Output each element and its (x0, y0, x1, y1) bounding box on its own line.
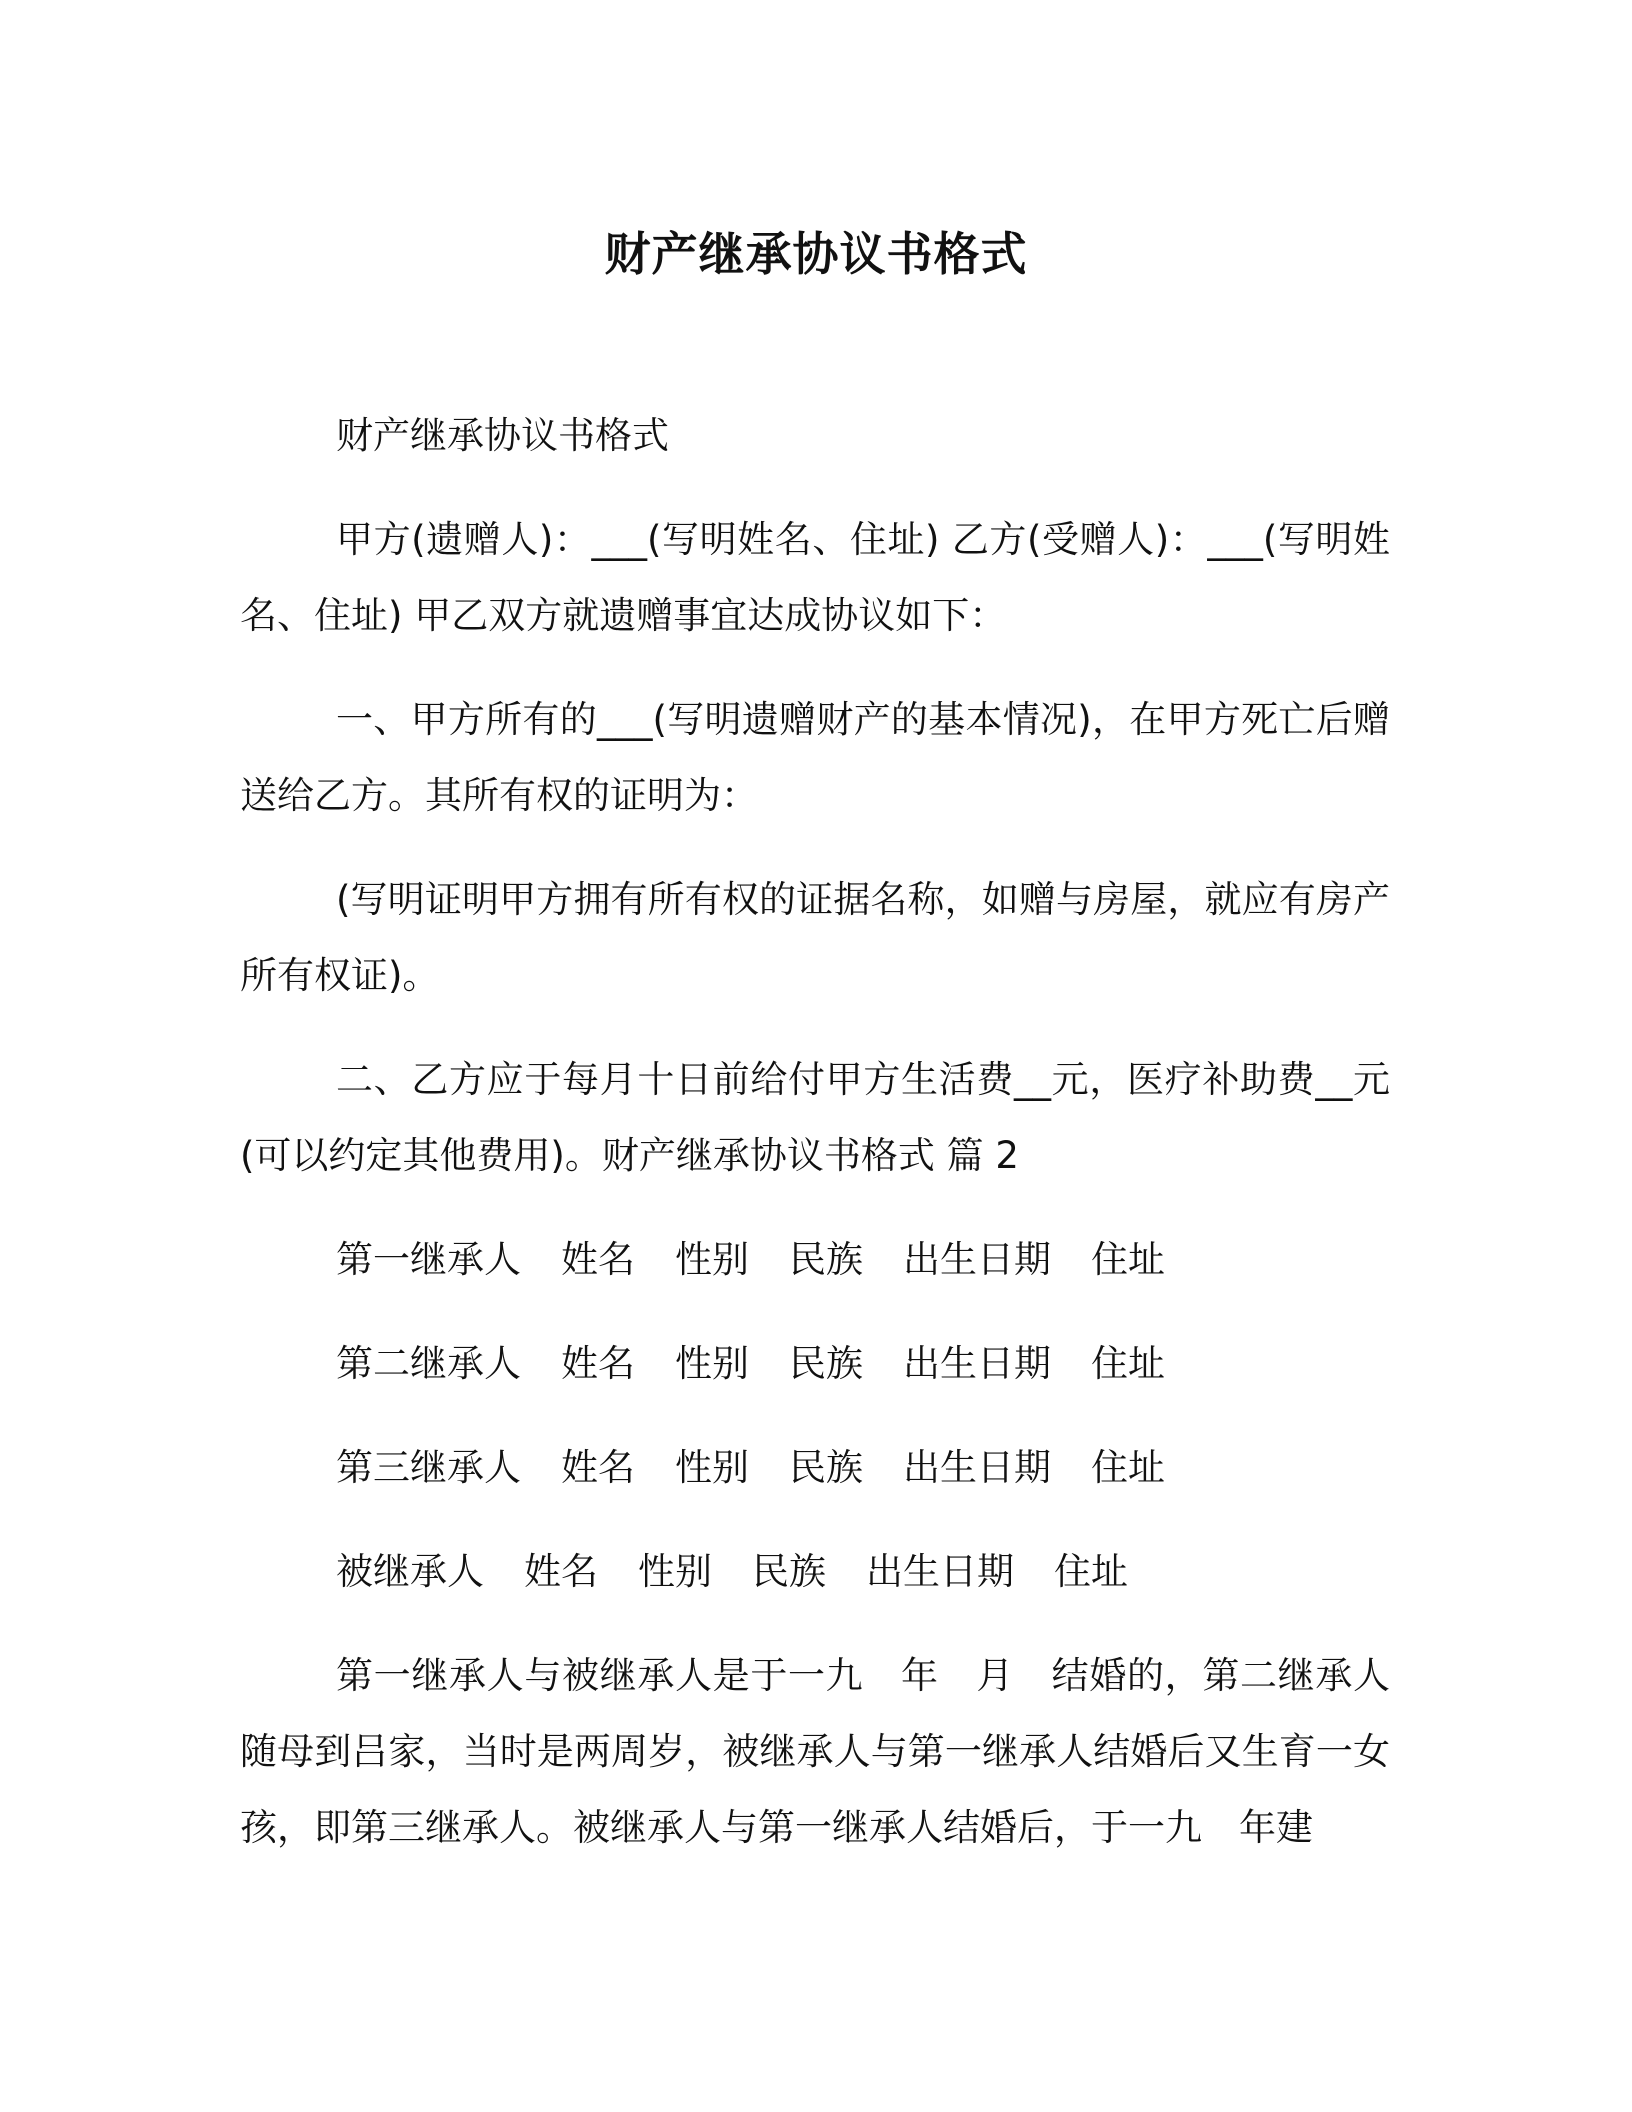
paragraph-marriage-history: 第一继承人与被继承人是于一九 年 月 结婚的，第二继承人随母到吕家，当时是两周岁，被继承人与第一继承人结婚后又生育一女孩，即第三继承人。被继承人与第一继承人结婚后，于一九 年建 (240, 1654, 1390, 1849)
field-gender: 性别 (638, 1550, 712, 1593)
field-ethnicity: 民族 (752, 1550, 826, 1593)
field-address: 住址 (1091, 1446, 1165, 1489)
field-birthdate: 出生日期 (903, 1446, 1051, 1489)
field-gender: 性别 (675, 1342, 749, 1385)
paragraph-parties: 甲方(遗赠人)：___(写明姓名、住址) 乙方(受赠人)：___(写明姓名、住址) 甲乙双方就遗赠事宜达成协议如下： (240, 518, 1390, 637)
field-address: 住址 (1091, 1238, 1165, 1281)
field-birthdate: 出生日期 (903, 1342, 1051, 1385)
person-label: 被继承人 (336, 1550, 484, 1593)
person-label: 第三继承人 (336, 1446, 521, 1489)
person-label: 第二继承人 (336, 1342, 521, 1385)
field-name: 姓名 (524, 1550, 598, 1593)
decedent-row (240, 1534, 1390, 1610)
field-birthdate: 出生日期 (866, 1550, 1014, 1593)
field-ethnicity: 民族 (789, 1238, 863, 1281)
paragraph-clause-one: 一、甲方所有的___(写明遗赠财产的基本情况)，在甲方死亡后赠送给乙方。其所有权的证明为： (240, 698, 1390, 817)
heir-row-first (240, 1222, 1390, 1298)
field-ethnicity: 民族 (789, 1342, 863, 1385)
paragraph-clause-two: 二、乙方应于每月十日前给付甲方生活费__元，医疗补助费__元(可以约定其他费用)。财产继承协议书格式 篇 2 (240, 1058, 1390, 1177)
field-birthdate: 出生日期 (903, 1238, 1051, 1281)
heir-row-third (240, 1430, 1390, 1506)
field-name: 姓名 (561, 1446, 635, 1489)
person-label: 第一继承人 (336, 1238, 521, 1281)
field-name: 姓名 (561, 1342, 635, 1385)
field-address: 住址 (1054, 1550, 1128, 1593)
field-ethnicity: 民族 (789, 1446, 863, 1489)
paragraph-ownership-proof: (写明证明甲方拥有所有权的证据名称，如赠与房屋，就应有房产所有权证)。 (240, 878, 1390, 997)
field-address: 住址 (1091, 1342, 1165, 1385)
field-name: 姓名 (561, 1238, 635, 1281)
document-title: 财产继承协议书格式 (604, 227, 1028, 281)
field-gender: 性别 (675, 1238, 749, 1281)
paragraph-heading: 财产继承协议书格式 (336, 414, 669, 457)
document-body (240, 398, 1390, 1894)
field-gender: 性别 (675, 1446, 749, 1489)
heir-row-second (240, 1326, 1390, 1402)
